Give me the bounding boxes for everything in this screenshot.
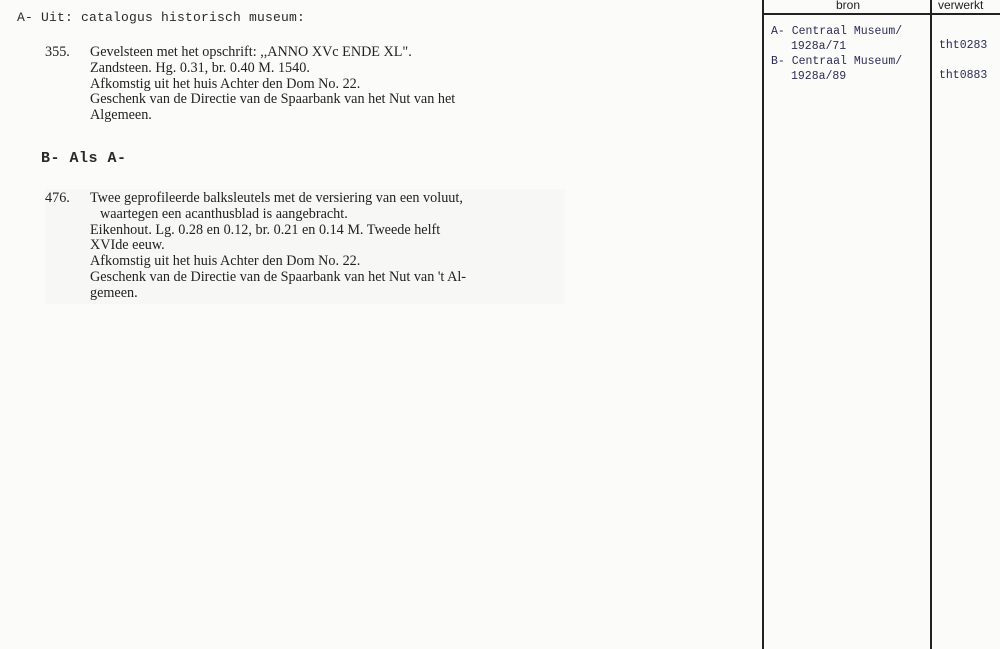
column-header-verwerkt: verwerkt	[938, 0, 984, 12]
column-header-bron: bron	[836, 0, 861, 12]
panel-header-rule	[762, 13, 1000, 15]
entry-line: Eikenhout. Lg. 0.28 en 0.12, br. 0.21 en 0.14 M. Tweede helft	[90, 221, 441, 238]
processed-ref: tht0283	[939, 39, 988, 52]
entry-line: Algemeen.	[90, 107, 152, 124]
entry-line: Twee geprofileerde balksleutels met de versiering van een voluut,	[90, 190, 463, 206]
entry-line: Geschenk van de Directie van de Spaarbank van het Nut van 't Al-	[90, 268, 467, 285]
section-a-header: A- Uit: catalogus historisch museum:	[17, 10, 306, 25]
entry-line: XVIde eeuw.	[90, 237, 165, 254]
panel-left-border	[762, 0, 764, 649]
entry-line: gemeen.	[90, 284, 138, 301]
entry-line: Geschenk van de Directie van de Spaarbank van het Nut van het	[90, 91, 456, 108]
entry-line: Gevelsteen met het opschrift: ,,ANNO XVc ENDE XL".	[90, 44, 412, 60]
source-line: B- Centraal Museum/	[771, 55, 903, 68]
source-list	[771, 24, 902, 84]
entry-line: Afkomstig uit het huis Achter den Dom No. 22.	[90, 253, 361, 270]
processed-ref: tht0883	[939, 69, 988, 82]
entry-line: Afkomstig uit het huis Achter den Dom No. 22.	[90, 75, 361, 92]
catalogue-entry-355	[45, 45, 565, 127]
source-line: 1928a/71	[791, 40, 847, 53]
entry-number: 476.	[45, 190, 70, 206]
catalogue-entry-476	[45, 189, 565, 304]
entry-line: waartegen een acanthusblad is aangebracht.	[100, 205, 348, 222]
source-line: 1928a/89	[791, 70, 847, 83]
source-line: A- Centraal Museum/	[771, 25, 903, 38]
section-b-header: B- Als A-	[41, 150, 127, 167]
entry-number: 355.	[45, 44, 70, 60]
panel-column-divider	[930, 0, 932, 649]
entry-line: Zandsteen. Hg. 0.31, br. 0.40 M. 1540.	[90, 59, 310, 76]
